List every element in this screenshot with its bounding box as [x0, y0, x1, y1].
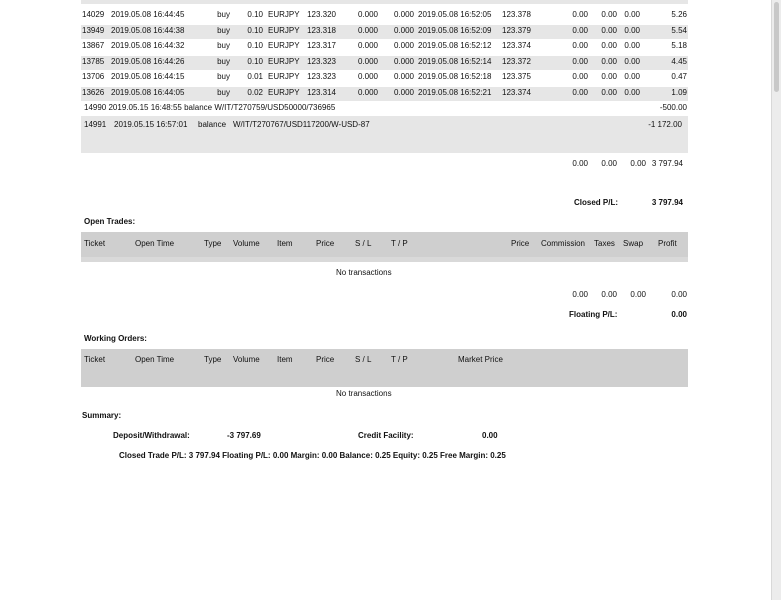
scrollbar-thumb[interactable]: [774, 2, 779, 92]
cell-volume: 0.10: [247, 10, 263, 19]
col-sl: S / L: [355, 239, 372, 248]
cell-close-time: 2019.05.08 16:52:14: [418, 57, 492, 66]
cell-swap: 0.00: [624, 88, 640, 97]
col-market-price: Market Price: [458, 355, 503, 364]
cell-sl: 0.000: [357, 57, 378, 66]
col-tp: T / P: [391, 355, 408, 364]
col-open-time: Open Time: [135, 239, 175, 248]
cell-close-price: 123.374: [502, 41, 531, 50]
cell-sl: 0.000: [357, 10, 378, 19]
cell-taxes: 0.00: [601, 72, 617, 81]
cell-commission: 0.00: [572, 72, 588, 81]
cell-taxes: 0.00: [601, 10, 617, 19]
cell-ticket: 13785: [82, 57, 105, 66]
balance-row-amount: -1 172.00: [648, 120, 682, 129]
cell-open-time: 2019.05.08 16:44:38: [111, 26, 185, 35]
cell-taxes: 0.00: [601, 57, 617, 66]
cell-price: 123.318: [307, 26, 336, 35]
cell-close-time: 2019.05.08 16:52:21: [418, 88, 492, 97]
cell-open-time: 2019.05.08 16:44:32: [111, 41, 185, 50]
col-sl: S / L: [355, 355, 372, 364]
cell-volume: 0.02: [247, 88, 263, 97]
cell-type: buy: [217, 41, 230, 50]
open-total-taxes: 0.00: [601, 290, 617, 299]
open-total-commission: 0.00: [572, 290, 588, 299]
closed-total-profit: 3 797.94: [651, 159, 683, 168]
cell-commission: 0.00: [572, 41, 588, 50]
cell-close-price: 123.378: [502, 10, 531, 19]
cell-tp: 0.000: [393, 72, 414, 81]
credit-value: 0.00: [482, 431, 498, 440]
working-orders-empty: No transactions: [336, 389, 392, 398]
col-type: Type: [204, 355, 222, 364]
cell-sl: 0.000: [357, 88, 378, 97]
cell-tp: 0.000: [393, 88, 414, 97]
col-item: Item: [277, 239, 293, 248]
cell-taxes: 0.00: [601, 26, 617, 35]
cell-taxes: 0.00: [601, 88, 617, 97]
cell-swap: 0.00: [624, 41, 640, 50]
cell-tp: 0.000: [393, 26, 414, 35]
cell-type: buy: [217, 57, 230, 66]
cell-close-time: 2019.05.08 16:52:12: [418, 41, 492, 50]
open-trades-title: Open Trades:: [84, 217, 136, 226]
cell-close-price: 123.379: [502, 26, 531, 35]
col-commission: Commission: [541, 239, 586, 248]
cell-swap: 0.00: [624, 10, 640, 19]
cell-taxes: 0.00: [601, 41, 617, 50]
cell-close-price: 123.375: [502, 72, 531, 81]
cell-volume: 0.10: [247, 26, 263, 35]
cell-profit: 4.45: [671, 57, 687, 66]
col-price2: Price: [511, 239, 530, 248]
cell-swap: 0.00: [624, 26, 640, 35]
col-volume: Volume: [233, 355, 260, 364]
cell-commission: 0.00: [572, 57, 588, 66]
balance-row-time: 2019.05.15 16:57:01: [114, 120, 188, 129]
cell-close-time: 2019.05.08 16:52:18: [418, 72, 492, 81]
col-swap: Swap: [623, 239, 644, 248]
cell-type: buy: [217, 72, 230, 81]
credit-label: Credit Facility:: [358, 431, 414, 440]
cell-item: EURJPY: [268, 72, 300, 81]
cell-item: EURJPY: [268, 10, 300, 19]
cell-type: buy: [217, 10, 230, 19]
balance-row-text: 14990 2019.05.15 16:48:55 balance W/IT/T270759/USD50000/736965: [84, 103, 336, 112]
deposit-label: Deposit/Withdrawal:: [113, 431, 190, 440]
balance-row-type: balance: [198, 120, 227, 129]
cell-commission: 0.00: [572, 88, 588, 97]
col-ticket: Ticket: [84, 239, 106, 248]
cell-volume: 0.01: [247, 72, 263, 81]
working-orders-title: Working Orders:: [84, 334, 147, 343]
open-trades-header-gap: [81, 257, 688, 262]
col-open-time: Open Time: [135, 355, 175, 364]
cell-tp: 0.000: [393, 41, 414, 50]
col-profit: Profit: [658, 239, 677, 248]
cell-type: buy: [217, 26, 230, 35]
cell-ticket: 13626: [82, 88, 105, 97]
summary-line: Closed Trade P/L: 3 797.94 Floating P/L: 0.00 Margin: 0.00 Balance: 0.25 Equity: 0.25 Free Margin: 0.25: [119, 451, 506, 460]
closed-total-swap: 0.00: [630, 159, 646, 168]
vertical-scrollbar[interactable]: [771, 0, 781, 600]
col-tp: T / P: [391, 239, 408, 248]
balance-row-amount: -500.00: [659, 103, 687, 112]
cell-close-time: 2019.05.08 16:52:09: [418, 26, 492, 35]
open-total-swap: 0.00: [630, 290, 646, 299]
col-ticket: Ticket: [84, 355, 106, 364]
balance-row-comment: W/IT/T270767/USD117200/W-USD-87: [233, 120, 370, 129]
col-type: Type: [204, 239, 222, 248]
cell-item: EURJPY: [268, 26, 300, 35]
cell-profit: 1.09: [671, 88, 687, 97]
floating-pl-value: 0.00: [671, 310, 687, 319]
cell-price: 123.320: [307, 10, 336, 19]
col-taxes: Taxes: [594, 239, 615, 248]
summary-title: Summary:: [82, 411, 122, 420]
cell-price: 123.323: [307, 57, 336, 66]
cell-item: EURJPY: [268, 41, 300, 50]
cell-open-time: 2019.05.08 16:44:45: [111, 10, 185, 19]
cell-type: buy: [217, 88, 230, 97]
closed-total-commission: 0.00: [572, 159, 588, 168]
col-volume: Volume: [233, 239, 260, 248]
closed-total-taxes: 0.00: [601, 159, 617, 168]
cell-item: EURJPY: [268, 88, 300, 97]
closed-pl-value: 3 797.94: [651, 198, 683, 207]
cell-profit: 5.26: [671, 10, 687, 19]
cell-profit: 0.47: [671, 72, 687, 81]
col-price: Price: [316, 355, 335, 364]
cell-price: 123.317: [307, 41, 336, 50]
cell-ticket: 14029: [82, 10, 105, 19]
cell-close-time: 2019.05.08 16:52:05: [418, 10, 492, 19]
cut-off-row: [81, 0, 688, 4]
deposit-value: -3 797.69: [227, 431, 261, 440]
closed-pl-label: Closed P/L:: [574, 198, 619, 207]
open-total-profit: 0.00: [671, 290, 687, 299]
floating-pl-label: Floating P/L:: [569, 310, 618, 319]
col-item: Item: [277, 355, 293, 364]
cell-ticket: 13867: [82, 41, 105, 50]
open-trades-empty: No transactions: [336, 268, 392, 277]
cell-sl: 0.000: [357, 26, 378, 35]
cell-swap: 0.00: [624, 57, 640, 66]
cell-close-price: 123.372: [502, 57, 531, 66]
balance-row-ticket: 14991: [84, 120, 107, 129]
cell-sl: 0.000: [357, 72, 378, 81]
cell-commission: 0.00: [572, 26, 588, 35]
cell-open-time: 2019.05.08 16:44:26: [111, 57, 185, 66]
cell-price: 123.323: [307, 72, 336, 81]
cell-profit: 5.18: [671, 41, 687, 50]
cell-item: EURJPY: [268, 57, 300, 66]
cell-ticket: 13949: [82, 26, 105, 35]
cell-profit: 5.54: [671, 26, 687, 35]
cell-tp: 0.000: [393, 57, 414, 66]
cell-commission: 0.00: [572, 10, 588, 19]
cell-swap: 0.00: [624, 72, 640, 81]
cell-volume: 0.10: [247, 57, 263, 66]
cell-close-price: 123.374: [502, 88, 531, 97]
cell-price: 123.314: [307, 88, 336, 97]
cell-volume: 0.10: [247, 41, 263, 50]
cell-open-time: 2019.05.08 16:44:15: [111, 72, 185, 81]
cell-ticket: 13706: [82, 72, 105, 81]
cell-tp: 0.000: [393, 10, 414, 19]
col-price: Price: [316, 239, 335, 248]
cell-open-time: 2019.05.08 16:44:05: [111, 88, 185, 97]
cell-sl: 0.000: [357, 41, 378, 50]
